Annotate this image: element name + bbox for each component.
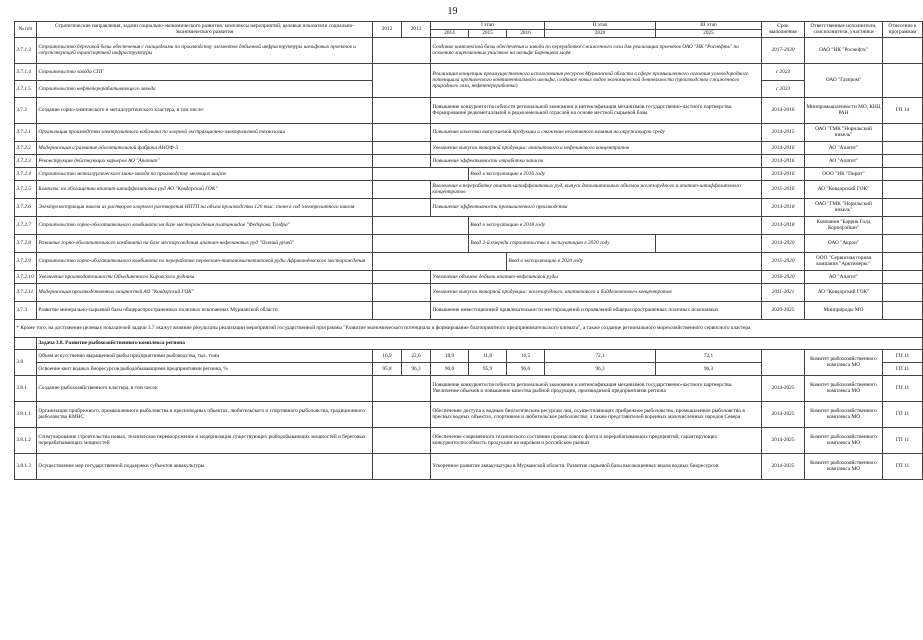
row-term: 2015-2016 bbox=[762, 180, 805, 198]
task-heading: Задача 3.8. Развитие рыбохозяйственного комплекса региона bbox=[37, 337, 923, 349]
page-number: 19 bbox=[447, 6, 458, 17]
row-resp: Минприроды МО bbox=[805, 301, 883, 319]
row-resp: ООО "Сервисная горная компания "Арктимеркс" bbox=[805, 252, 883, 270]
table-row bbox=[15, 216, 923, 234]
row-desc: Увеличение объемов добычи апатит-нефелиновой руды bbox=[431, 270, 762, 283]
row-num: 3.7.3 bbox=[15, 301, 37, 319]
row-term: 2014-2018 bbox=[762, 216, 805, 234]
value-2020: 72,1 bbox=[545, 349, 656, 362]
strategy-table bbox=[14, 21, 923, 480]
row-resp: Минпромышленности МО, КНЦ РАН bbox=[805, 97, 883, 123]
row-resp: ОАО "ГМК "Норильский никель" bbox=[805, 123, 883, 141]
value-2016: 16,5 bbox=[507, 349, 545, 362]
row-title: Строительство береговой базы обеспечения с площадками по производству элементов добычной инфраструктуры шельфовых проектов и сопутствующей транспортной инфраструктуры bbox=[37, 37, 373, 63]
row-desc: Увеличение выпуска товарной продукции: железорудного, апатитового и бадделеитового концентратов bbox=[431, 283, 762, 301]
value-2013: 96,3 bbox=[402, 362, 431, 375]
header-stage1: I этап bbox=[431, 22, 545, 30]
row-prog: ГП 11 bbox=[883, 427, 923, 453]
row-resp: АО "Ковдорский ГОК" bbox=[805, 180, 883, 198]
row-term: 2016-2020 bbox=[762, 270, 805, 283]
row-desc: Обеспечение доступа к водным биологическим ресурсам лиц, осуществляющих прибрежное рыболовство, промышленное рыболовство в пресных водных объектах, спортивное и любительское рыболовство, а также представителей коренных малочисленных народов Севера bbox=[431, 401, 762, 427]
table-row bbox=[15, 180, 923, 198]
row-title: Организация прибрежного, промышленного рыболовства в пресноводных объектах, любительского и спортивного рыболовства, традиционного рыболовства КМНС bbox=[37, 401, 373, 427]
row-title: Увеличение производительности Объединенного Кировского рудника bbox=[37, 270, 373, 283]
indicator-title: Освоение квот водных биоресурсов рыбодобывающими предприятиями региона, % bbox=[37, 362, 373, 375]
row-title: Модернизация производственных мощностей АО "Ковдорский ГОК" bbox=[37, 283, 373, 301]
row-term: 2017-2030 bbox=[762, 37, 805, 63]
row-resp: АО "Ковдорский ГОК" bbox=[805, 283, 883, 301]
row-resp: ОАО "Газпром" bbox=[805, 63, 883, 97]
table-row bbox=[15, 301, 923, 319]
row-title: Стимулирование строительства новых, техническое перевооружение и модернизация существующих рыбодобывающих мощностей и береговых перерабатывающих мощностей bbox=[37, 427, 373, 453]
row-term: с 2023 bbox=[762, 63, 805, 80]
value-2014: 18,9 bbox=[431, 349, 469, 362]
header-stage3: III этап bbox=[656, 22, 762, 30]
row-resp: Комитет рыбохозяйственного комплекса МО bbox=[805, 349, 883, 375]
footnote-row bbox=[15, 319, 923, 337]
value-2013: 22,6 bbox=[402, 349, 431, 362]
row-num: 3.8.1.3 bbox=[15, 453, 37, 479]
row-resp: ОАО "Акрон" bbox=[805, 234, 883, 252]
row-num: 3.8 bbox=[15, 349, 37, 375]
row-desc: Повышение эффективности отработки запасов bbox=[431, 154, 762, 167]
value-2025: 72,1 bbox=[656, 349, 762, 362]
row-resp: Компания "Баррик Голд Корпорэйшн" bbox=[805, 216, 883, 234]
row-title: Комплекс по обогащению апатит-штаффелитовых руд АО "Ковдорский ГОК" bbox=[37, 180, 373, 198]
row-term: 2014-2015 bbox=[762, 123, 805, 141]
table-row bbox=[15, 141, 923, 154]
row-resp: Комитет рыбохозяйственного комплекса МО bbox=[805, 453, 883, 479]
row-desc: Вовлечение в переработку апатит-штаффелитовых руд, выпуск дополнительных объемов железорудного и апатит-штаффелитового концентратов bbox=[431, 180, 762, 198]
row-term: с 2023 bbox=[762, 80, 805, 97]
header-2016: 2016 bbox=[507, 29, 545, 37]
value-2015: 11,8 bbox=[469, 349, 507, 362]
row-desc: Реализация концепции преимущественного использования ресурсов Мурманской области в сфере промышленного освоения углеводородного потенциала арктического континентального шельфа, создание новых видов экономической деятельности (производство сжиженного природного газа, нефтепереработка) bbox=[431, 63, 762, 97]
header-term: Срок выполнения bbox=[762, 22, 805, 38]
row-num: 3.7.2.7 bbox=[15, 216, 37, 234]
row-num: 3.7.2 bbox=[15, 97, 37, 123]
row-num: 3.7.2.2 bbox=[15, 141, 37, 154]
row-resp: ОАО "ГМК "Норильский никель" bbox=[805, 198, 883, 216]
header-2015: 2015 bbox=[469, 29, 507, 37]
header-2025: 2025 bbox=[656, 29, 762, 37]
value-2012: 16,9 bbox=[373, 349, 402, 362]
header-programs: Отнесение к программам bbox=[883, 22, 923, 38]
row-desc: Ускоренное развитие аквакультуры в Мурманской области. Развитие сырьевой базы высокоценных видов водных биоресурсов bbox=[431, 453, 762, 479]
row-title: Строительство завода СПГ bbox=[37, 63, 373, 80]
table-row bbox=[15, 401, 923, 427]
row-resp: Комитет рыбохозяйственного комплекса МО bbox=[805, 401, 883, 427]
row-term: 2014-2016 bbox=[762, 167, 805, 180]
row-num: 3.7.2.5 bbox=[15, 180, 37, 198]
row-title: Развитие горно-обогатительного комбината на базе месторождения апатит-нефелиновых руд "Олений ручей" bbox=[37, 234, 373, 252]
row-num: 3.7.1.3 bbox=[15, 37, 37, 63]
row-num: 3.7.1.5 bbox=[15, 80, 37, 97]
row-num: 3.7.2.9 bbox=[15, 252, 37, 270]
row-title: Строительство металлургического мини-завода по производству мелющих шаров bbox=[37, 167, 373, 180]
row-desc: Повышение конкурентоспособности региональной экономики и интенсификация механизмов государственно-частного партнерства. Формирование редкометалльной и редкоземельной отраслей на основе местной сырьевой базы bbox=[431, 97, 762, 123]
table-row bbox=[15, 37, 923, 63]
row-term: 2014-2020 bbox=[762, 234, 805, 252]
indicator-row bbox=[15, 349, 923, 362]
row-prog: ГП 11 bbox=[883, 349, 923, 362]
table-row bbox=[15, 167, 923, 180]
row-prog: ГП 11 bbox=[883, 453, 923, 479]
row-term: 2014-2016 bbox=[762, 97, 805, 123]
row-resp: АО "Апатит" bbox=[805, 270, 883, 283]
row-desc: Ввод в эксплуатацию в 2018 году bbox=[469, 216, 762, 234]
table-row bbox=[15, 283, 923, 301]
row-title: Строительство горно-обогатительного комбината по переработке перовскит-титаномагнетитовой руды Африкандовского месторождения bbox=[37, 252, 373, 270]
row-term: 2020-2025 bbox=[762, 301, 805, 319]
row-resp: ОАО "НК "Роснефть" bbox=[805, 37, 883, 63]
row-desc: Создание комплексной базы обеспечения и завода по переработке сжиженного газа для реализации проектов ОАО "НК "Роснефть" по освоению лицензионных участков на шельфе Баренцева моря bbox=[431, 37, 762, 63]
row-title: Строительство горно-обогатительного комбината на базе месторождения платиноидов "Федорова Тундра" bbox=[37, 216, 373, 234]
row-term: 2014-2025 bbox=[762, 453, 805, 479]
table-row bbox=[15, 270, 923, 283]
row-term: 2014-2016 bbox=[762, 154, 805, 167]
row-num: 3.7.1.4 bbox=[15, 63, 37, 80]
row-title: Развитие минерально-сырьевой базы общераспространенных полезных ископаемых Мурманской области bbox=[37, 301, 373, 319]
row-prog: ГП 11 bbox=[883, 375, 923, 401]
header-row bbox=[15, 22, 923, 30]
row-title: Модернизация и развитие обогатительной фабрики АНОФ-3 bbox=[37, 141, 373, 154]
task-heading-row bbox=[15, 337, 923, 349]
value-2020: 96,3 bbox=[545, 362, 656, 375]
value-2015: 95,9 bbox=[469, 362, 507, 375]
row-term: 2014-2025 bbox=[762, 401, 805, 427]
table-row bbox=[15, 252, 923, 270]
row-resp: АО "Апатит" bbox=[805, 141, 883, 154]
row-desc: Повышение конкурентоспособности региональной экономики и интенсификация механизмов государственно-частного партнерства. Увеличение объемов и повышение качества рыбной продукции, производимой предприятиями региона bbox=[431, 375, 762, 401]
row-desc: Повышение инвестиционной привлекательности месторождений и проявлений общераспространенных полезных ископаемых bbox=[431, 301, 762, 319]
row-resp: Комитет рыбохозяйственного комплекса МО bbox=[805, 427, 883, 453]
row-num: 3.8.1.2 bbox=[15, 427, 37, 453]
row-desc: Ввод в эксплуатацию в 2020 году bbox=[507, 252, 762, 270]
row-term: 2014-2025 bbox=[762, 375, 805, 401]
row-term: 2014-2018 bbox=[762, 198, 805, 216]
row-prog: ГП 14 bbox=[883, 97, 923, 123]
header-stage2: II этап bbox=[545, 22, 656, 30]
row-term: 2011-2021 bbox=[762, 283, 805, 301]
row-term: 2015-2020 bbox=[762, 252, 805, 270]
row-desc: Ввод 2-й очереди строительства в эксплуатацию в 2020 году bbox=[469, 234, 656, 252]
table-row bbox=[15, 123, 923, 141]
row-resp: Комитет рыбохозяйственного комплекса МО bbox=[805, 375, 883, 401]
table-row bbox=[15, 198, 923, 216]
row-num: 3.7.2.3 bbox=[15, 154, 37, 167]
header-2012: 2012 bbox=[373, 22, 402, 38]
row-num: 3.7.2.1 bbox=[15, 123, 37, 141]
row-title: Создание горно-химического и металлургического кластера, в том числе: bbox=[37, 97, 373, 123]
row-num: 3.8.1.1 bbox=[15, 401, 37, 427]
row-prog: ГП 11 bbox=[883, 362, 923, 375]
row-resp: АО "Апатит" bbox=[805, 154, 883, 167]
row-desc: Повышение качества выпускаемой продукции и снижение негативного влияния на окружающую среду bbox=[431, 123, 762, 141]
row-num: 3.7.2.6 bbox=[15, 198, 37, 216]
row-term: 2014-2025 bbox=[762, 427, 805, 453]
header-num: № п/п bbox=[15, 22, 37, 38]
row-title: Создание рыбохозяйственного кластера, в том числе: bbox=[37, 375, 373, 401]
row-num: 3.7.2.10 bbox=[15, 270, 37, 283]
row-num: 3.7.2.11 bbox=[15, 283, 37, 301]
row-desc: Повышение эффективности промышленного производства bbox=[431, 198, 762, 216]
header-2020: 2020 bbox=[545, 29, 656, 37]
row-num: 3.7.2.8 bbox=[15, 234, 37, 252]
table-row bbox=[15, 97, 923, 123]
table-row bbox=[15, 427, 923, 453]
header-2014: 2014 bbox=[431, 29, 469, 37]
row-title: Строительство нефтеперерабатывающего завода bbox=[37, 80, 373, 97]
row-title: Осуществление мер государственной поддержки субъектов аквакультуры bbox=[37, 453, 373, 479]
row-num: 3.7.2.4 bbox=[15, 167, 37, 180]
row-title: Электроэкстракция никеля из растворов хлорного растворения НПТП на объем производства 120 тыс. тонн в год электролитного никеля bbox=[37, 198, 373, 216]
value-2016: 96,0 bbox=[507, 362, 545, 375]
value-2012: 95,8 bbox=[373, 362, 402, 375]
value-2014: 96,0 bbox=[431, 362, 469, 375]
table-row bbox=[15, 63, 923, 80]
row-title: Организация производства электролитного кобальта по хлорной экстракционно-электролизной технологии bbox=[37, 123, 373, 141]
row-num: 3.8.1 bbox=[15, 375, 37, 401]
row-desc: Обеспечение современного технического состояния промыслового флота и перерабатывающих предприятий, гарантирующих конкурентоспособность продукции на мировом и российском рынках bbox=[431, 427, 762, 453]
table-row bbox=[15, 234, 923, 252]
table-row bbox=[15, 453, 923, 479]
header-title: Стратегические направления, задачи социально-экономического развития, комплексы мероприятий, целевые показатели социально-экономического развития bbox=[37, 22, 373, 38]
header-2013: 2013 bbox=[402, 22, 431, 38]
table-row bbox=[15, 375, 923, 401]
row-term: 2014-2016 bbox=[762, 141, 805, 154]
row-prog: ГП 11 bbox=[883, 401, 923, 427]
row-resp: ООО "ИК "Пирит" bbox=[805, 167, 883, 180]
row-desc: Ввод в эксплуатацию в 2016 году bbox=[469, 167, 762, 180]
value-2025: 96,3 bbox=[656, 362, 762, 375]
row-desc: Увеличение выпуска товарной продукции: апатитового и нефелинового концентратов bbox=[431, 141, 762, 154]
row-title: Реконструкция действующих карьеров АО "Апатит" bbox=[37, 154, 373, 167]
table-row bbox=[15, 154, 923, 167]
header-responsible: Ответственные исполнители, соисполнители, участники bbox=[805, 22, 883, 38]
indicator-title: Объем искусственно выращенной рыбы предприятиями рыбоводства, тыс. тонн bbox=[37, 349, 373, 362]
footnote: * Кроме того, на достижение целевых показателей задачи 3.7 окажут влияние результаты реализации мероприятий государственной программы "Развитие экономического потенциала и формирование благоприятного предпринимательского климата", а также создание регионального морехозяйственного сервисного кластера bbox=[15, 319, 923, 337]
